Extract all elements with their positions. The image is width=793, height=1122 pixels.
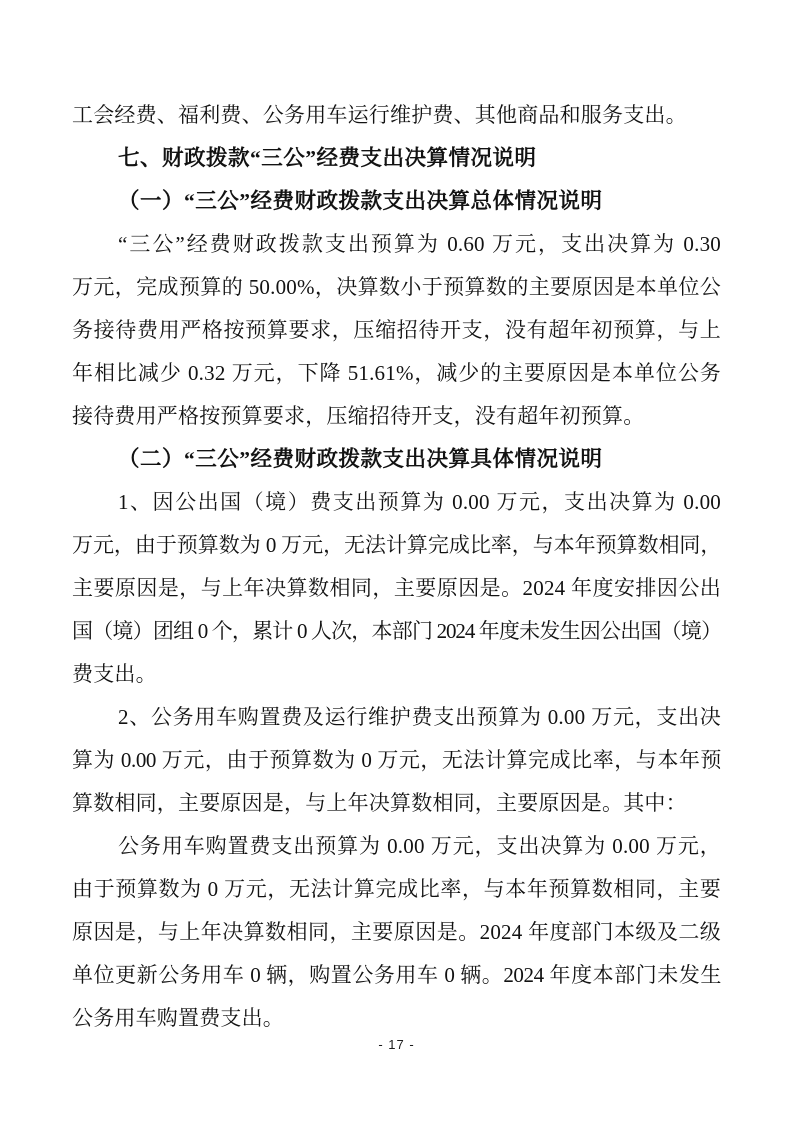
- paragraph-line: 万元，完成预算的 50.00%，决算数小于预算数的主要原因是本单位公: [72, 275, 721, 299]
- paragraph-line: 公务用车购置费支出。: [72, 1006, 284, 1030]
- paragraph-line: 国（境）团组 0 个，累计 0 人次，本部门 2024 年度未发生因公出国（境）: [72, 619, 721, 643]
- paragraph-line: 2、公务用车购置费及运行维护费支出预算为 0.00 万元，支出决: [118, 705, 721, 729]
- section-heading: 七、财政拨款“三公”经费支出决算情况说明: [118, 146, 537, 170]
- paragraph-line: 单位更新公务用车 0 辆，购置公务用车 0 辆。2024 年度本部门未发生: [72, 963, 721, 987]
- paragraph-line: 年相比减少 0.32 万元，下降 51.61%，减少的主要原因是本单位公务: [72, 361, 721, 385]
- page-number: - 17 -: [378, 1037, 415, 1052]
- page-footer: [0, 1037, 793, 1052]
- paragraph-line: 公务用车购置费支出预算为 0.00 万元，支出决算为 0.00 万元，: [118, 834, 721, 858]
- paragraph-line: “三公”经费财政拨款支出预算为 0.60 万元，支出决算为 0.30: [118, 232, 721, 256]
- paragraph-line: 费支出。: [72, 662, 157, 686]
- paragraph-line: 务接待费用严格按预算要求，压缩招待开支，没有超年初预算，与上: [72, 318, 721, 342]
- document-body: [72, 94, 721, 1040]
- paragraph-line: 接待费用严格按预算要求，压缩招待开支，没有超年初预算。: [72, 404, 645, 428]
- section-heading: （二）“三公”经费财政拨款支出决算具体情况说明: [118, 447, 603, 471]
- paragraph-line: 原因是，与上年决算数相同，主要原因是。2024 年度部门本级及二级: [72, 920, 721, 944]
- paragraph-line: 算数相同，主要原因是，与上年决算数相同，主要原因是。其中：: [72, 791, 687, 815]
- section-heading: （一）“三公”经费财政拨款支出决算总体情况说明: [118, 189, 603, 213]
- paragraph-line: 万元，由于预算数为 0 万元，无法计算完成比率，与本年预算数相同，: [72, 533, 721, 557]
- paragraph-line: 算为 0.00 万元，由于预算数为 0 万元，无法计算完成比率，与本年预: [72, 748, 721, 772]
- paragraph-line: 工会经费、福利费、公务用车运行维护费、其他商品和服务支出。: [72, 103, 687, 127]
- paragraph-line: 主要原因是，与上年决算数相同，主要原因是。2024 年度安排因公出: [72, 576, 721, 600]
- paragraph-line: 1、因公出国（境）费支出预算为 0.00 万元，支出决算为 0.00: [118, 490, 721, 514]
- paragraph-line: 由于预算数为 0 万元，无法计算完成比率，与本年预算数相同，主要: [72, 877, 721, 901]
